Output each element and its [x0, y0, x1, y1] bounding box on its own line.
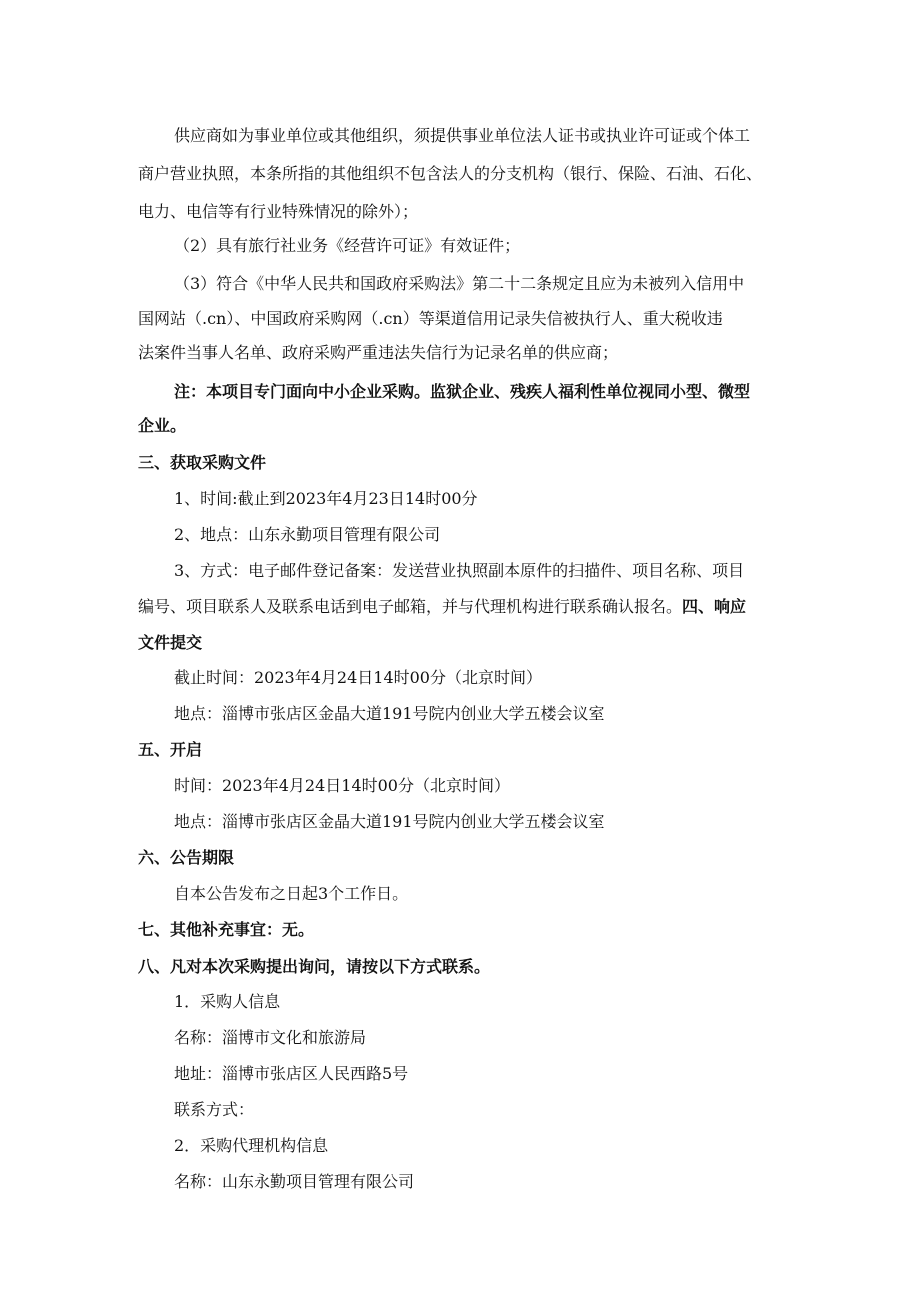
paragraph-line: 地点：淄博市张店区金晶大道191号院内创业大学五楼会议室	[174, 704, 605, 723]
paragraph-line: 地点：淄博市张店区金晶大道191号院内创业大学五楼会议室	[174, 812, 605, 831]
paragraph-line: （2）具有旅行社业务《经营许可证》有效证件；	[174, 236, 521, 255]
paragraph-line: 2．采购代理机构信息	[174, 1136, 329, 1155]
section-heading: 六、公告期限	[138, 848, 235, 867]
paragraph-line: 2、地点：山东永勤项目管理有限公司	[174, 525, 441, 544]
paragraph-line: 1、时间:截止到2023年4月23日14时00分	[174, 489, 478, 508]
section-heading: 三、获取采购文件	[138, 453, 267, 472]
paragraph-line: 供应商如为事业单位或其他组织，须提供事业单位法人证书或执业许可证或个体工	[174, 126, 751, 145]
paragraph-line: 法案件当事人名单、政府采购严重违法失信行为记录名单的供应商；	[138, 343, 619, 362]
paragraph-line: （3）符合《中华人民共和国政府采购法》第二十二条规定且应为未被列入信用中	[174, 274, 745, 293]
paragraph-line: 商户营业执照，本条所指的其他组织不包含法人的分支机构（银行、保险、石油、石化、	[138, 164, 763, 183]
paragraph-line: 3、方式：电子邮件登记备案：发送营业执照副本原件的扫描件、项目名称、项目	[174, 561, 745, 580]
paragraph-line: 名称：淄博市文化和旅游局	[174, 1028, 367, 1047]
section-heading: 八、凡对本次采购提出询问，请按以下方式联系。	[138, 957, 491, 976]
paragraph-line: 联系方式：	[174, 1100, 255, 1119]
paragraph-line: 自本公告发布之日起3个工作日。	[174, 884, 409, 903]
note-line: 注：本项目专门面向中小企业采购。监狱企业、残疾人福利性单位视同小型、微型	[174, 382, 751, 401]
paragraph-line	[138, 596, 746, 618]
paragraph-line: 国网站（.cn）、中国政府采购网（.cn）等渠道信用记录失信被执行人、重大税收违	[138, 309, 723, 328]
paragraph-line: 1．采购人信息	[174, 992, 281, 1011]
paragraph-line: 地址：淄博市张店区人民西路5号	[174, 1064, 409, 1083]
paragraph-line: 时间：2023年4月24日14时00分（北京时间）	[174, 776, 510, 795]
note-line: 企业。	[138, 416, 187, 435]
paragraph-text: 编号、项目联系人及联系电话到电子邮箱，并与代理机构进行联系确认报名。	[138, 597, 683, 616]
section-heading: 七、其他补充事宜：无。	[138, 920, 315, 939]
paragraph-line: 电力、电信等有行业特殊情况的除外）；	[138, 202, 419, 221]
paragraph-line: 截止时间：2023年4月24日14时00分（北京时间）	[174, 668, 542, 687]
section-heading: 文件提交	[138, 633, 203, 652]
section-heading: 五、开启	[138, 740, 203, 759]
paragraph-line: 名称：山东永勤项目管理有限公司	[174, 1172, 415, 1191]
section-heading: 四、响应	[682, 597, 747, 616]
